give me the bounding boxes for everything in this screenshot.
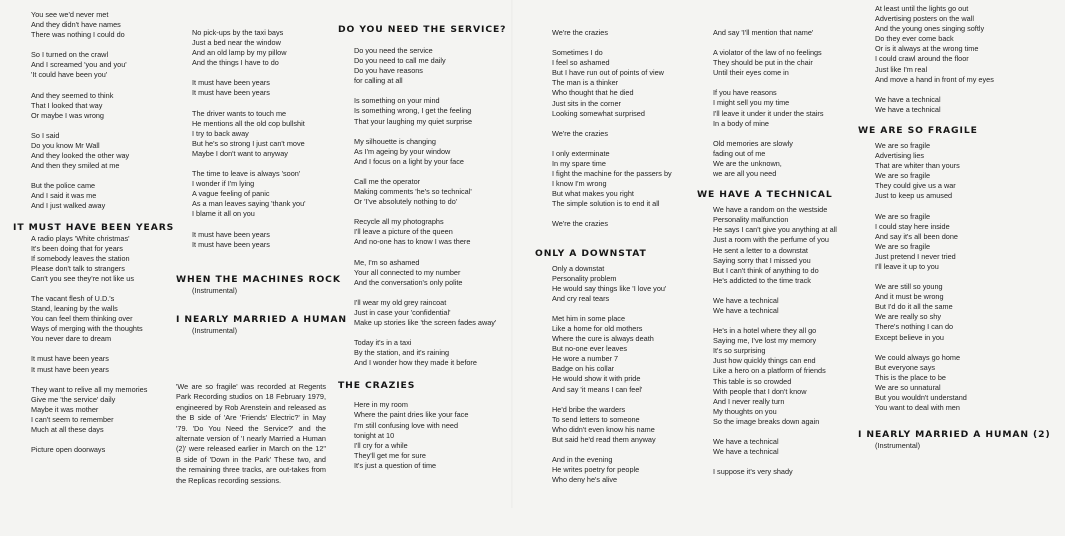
lyric-line: Old memories are slowly bbox=[713, 138, 793, 148]
lyric-line: At least until the lights go out bbox=[875, 4, 969, 13]
lyric-line: But everyone says bbox=[875, 362, 936, 372]
lyric-line: And move a hand in front of my eyes bbox=[875, 74, 994, 84]
lyric-line: Or is it always at the wrong time bbox=[875, 44, 979, 54]
lyric-line: He's addicted to the time track bbox=[713, 275, 811, 285]
verse bbox=[354, 137, 544, 167]
lyric-line: And say 'it means I can feel' bbox=[552, 384, 643, 394]
lyric-line: The simple solution is to end it all bbox=[552, 199, 660, 209]
lyric-line: Please don't talk to strangers bbox=[31, 263, 125, 273]
lyric-line: And it must be wrong bbox=[875, 292, 944, 302]
lyric-line: Your all connected to my number bbox=[354, 267, 461, 277]
verse-gap bbox=[354, 471, 544, 481]
lyric-line: I fight the machine for the passers by bbox=[552, 169, 672, 179]
lyric-line: We are still so young bbox=[875, 282, 943, 292]
lyric-line: Until their eyes come in bbox=[713, 68, 789, 78]
lyric-line: We are so fragile bbox=[875, 241, 931, 251]
lyric-line: I feel so ashamed bbox=[552, 58, 610, 68]
instrumental-note: (Instrumental) bbox=[192, 285, 238, 295]
lyric-line: Do you have reasons bbox=[354, 66, 423, 76]
lyric-line: We're the crazies bbox=[552, 219, 609, 229]
verse bbox=[875, 141, 1065, 202]
lyric-line: Call me the operator bbox=[354, 176, 421, 186]
lyric-line: And then they smiled at me bbox=[31, 161, 120, 171]
lyric-line: It must have been years bbox=[192, 88, 270, 98]
lyric-line: And I wonder how they made it before bbox=[354, 358, 477, 368]
lyric-line: Just sits in the corner bbox=[552, 98, 621, 108]
lyric-line: That are whiter than yours bbox=[875, 161, 960, 171]
song-title: I NEARLY MARRIED A HUMAN (2) bbox=[858, 429, 1051, 441]
song-title: WHEN THE MACHINES ROCK bbox=[176, 273, 341, 285]
lyric-line: We have a random on the westside bbox=[713, 205, 828, 215]
lyric-line: If somebody leaves the station bbox=[31, 253, 130, 263]
verse bbox=[354, 338, 544, 368]
lyric-line: Like a home for old mothers bbox=[552, 323, 643, 333]
lyric-line: Personality malfunction bbox=[713, 215, 789, 225]
lyric-line: Just how quickly things can end bbox=[713, 356, 816, 366]
verse bbox=[875, 95, 1065, 115]
lyric-line: And they didn't have names bbox=[31, 20, 121, 30]
lyric-line: 'It could have been you' bbox=[31, 70, 108, 80]
lyric-line: Just pretend I never tried bbox=[875, 251, 956, 261]
lyric-line: He mentions all the old cop bullshit bbox=[192, 118, 305, 128]
lyric-line: We have a technical bbox=[875, 104, 941, 114]
lyric-line: I'll wear my old grey raincoat bbox=[354, 297, 447, 307]
verse-gap bbox=[875, 115, 1065, 125]
spacer bbox=[354, 392, 544, 400]
verse bbox=[354, 46, 544, 86]
lyric-line: Stand, leaning by the walls bbox=[31, 304, 118, 314]
lyric-line: Ways of merging with the thoughts bbox=[31, 324, 143, 334]
verse bbox=[354, 177, 544, 207]
lyric-line: We are really so shy bbox=[875, 312, 941, 322]
lyric-line: I might sell you my time bbox=[713, 98, 790, 108]
lyric-line: He's in a hotel where they all go bbox=[713, 326, 817, 336]
lyric-line: The man is a thinker bbox=[552, 78, 619, 88]
lyric-line: We are so fragile bbox=[875, 140, 931, 150]
lyric-line: Much at all these days bbox=[31, 425, 104, 434]
verse bbox=[354, 258, 544, 288]
lyric-line: Looking somewhat surprised bbox=[552, 108, 645, 118]
lyric-line: The vacant flesh of U.D.'s bbox=[31, 293, 115, 303]
lyric-line: Here in my room bbox=[354, 400, 408, 410]
lyric-line: I can't seem to remember bbox=[31, 414, 114, 424]
lyric-line: fading out of me bbox=[713, 148, 766, 158]
lyric-line: And cry real tears bbox=[552, 293, 610, 303]
lyric-line: It must have been years bbox=[192, 229, 270, 239]
lyric-line: We have a technical bbox=[713, 437, 779, 446]
verse-gap bbox=[875, 202, 1065, 212]
lyric-line: As a man leaves saying 'thank you' bbox=[192, 199, 306, 209]
verse bbox=[354, 96, 544, 126]
lyric-line: I'll cry for a while bbox=[354, 440, 408, 450]
verse-gap bbox=[875, 343, 1065, 353]
lyric-line: Sometimes I do bbox=[552, 48, 603, 58]
lyric-line: Today it's in a taxi bbox=[354, 338, 412, 348]
verse-gap bbox=[875, 272, 1065, 282]
lyric-line: Where the paint dries like your face bbox=[354, 410, 469, 420]
lyric-line: Do they ever come back bbox=[875, 34, 954, 44]
lyric-line: I know I'm wrong bbox=[552, 179, 607, 189]
lyric-line: You want to deal with men bbox=[875, 403, 960, 413]
lyric-line: tonight at 10 bbox=[354, 430, 395, 440]
lyric-line: Who thought that he died bbox=[552, 88, 634, 98]
lyric-line: Just a bed near the window bbox=[192, 38, 281, 48]
lyric-line: We are so fragile bbox=[875, 171, 931, 181]
lyric-line: Or 'I've absolutely nothing to do' bbox=[354, 197, 458, 207]
lyric-line: I'll leave a picture of the queen bbox=[354, 227, 453, 237]
lyric-line: And I never really turn bbox=[713, 396, 785, 406]
verse-gap bbox=[875, 413, 1065, 423]
lyric-line: But I'd do it all the same bbox=[875, 302, 953, 312]
lyric-line: Who didn't even know his name bbox=[552, 424, 655, 434]
song-title: I NEARLY MARRIED A HUMAN bbox=[176, 313, 347, 325]
lyric-line: And I said it was me bbox=[31, 191, 97, 201]
lyric-line: So I said bbox=[31, 130, 60, 140]
lyric-line: With people that I don't know bbox=[713, 386, 807, 396]
lyric-line: To send letters to someone bbox=[552, 414, 640, 424]
lyric-line: No pick-ups by the taxi bays bbox=[192, 28, 284, 37]
verse-gap bbox=[354, 288, 544, 298]
verse-gap bbox=[875, 451, 1065, 461]
verse-gap bbox=[354, 328, 544, 338]
lyric-line: In a body of mine bbox=[713, 118, 769, 128]
lyrics-column bbox=[858, 0, 1065, 512]
lyric-line: My silhouette is changing bbox=[354, 136, 436, 146]
lyric-line: We have a technical bbox=[713, 305, 779, 315]
lyric-line: So the image breaks down again bbox=[713, 416, 820, 426]
verse bbox=[354, 400, 544, 471]
lyric-line: This is the place to be bbox=[875, 372, 946, 382]
lyric-line: He wore a number 7 bbox=[552, 354, 619, 364]
lyric-line: But said he'd read them anyway bbox=[552, 434, 656, 444]
lyric-line: I suppose it's very shady bbox=[713, 467, 793, 477]
lyric-line: But no-one ever leaves bbox=[552, 344, 628, 354]
song-title: WE HAVE A TECHNICAL bbox=[697, 189, 833, 201]
lyric-line: He would show it with pride bbox=[552, 374, 641, 384]
lyric-line: It must have been years bbox=[192, 78, 270, 88]
lyric-line: Who deny he's alive bbox=[552, 475, 618, 485]
verse-gap bbox=[354, 86, 544, 96]
lyric-line: He says I can't give you anything at all bbox=[713, 225, 837, 235]
lyric-line: He would say things like 'I love you' bbox=[552, 283, 667, 293]
lyric-line: We have a technical bbox=[713, 447, 779, 457]
lyric-line: Met him in some place bbox=[552, 313, 625, 323]
lyric-line: We are the unknown, bbox=[713, 158, 782, 168]
lyric-line: A violator of the law of no feelings bbox=[713, 48, 822, 58]
lyric-line: But you wouldn't understand bbox=[875, 393, 967, 402]
verse-gap bbox=[875, 85, 1065, 95]
lyric-line: They'll get me for sure bbox=[354, 450, 426, 460]
lyric-line: Can't you see they're not like us bbox=[31, 273, 134, 283]
verse-gap bbox=[354, 127, 544, 137]
lyric-line: Maybe I don't want to anyway bbox=[192, 148, 288, 158]
lyric-line: If you have reasons bbox=[713, 88, 777, 98]
lyric-line: The driver wants to touch me bbox=[192, 108, 287, 118]
lyric-line: Give me 'the service' daily bbox=[31, 394, 116, 404]
lyric-line: We could always go home bbox=[875, 352, 961, 362]
lyric-line: Just to keep us amused bbox=[875, 191, 953, 201]
lyric-line: I'm still confusing love with need bbox=[354, 420, 459, 430]
lyric-line: But he's so strong I just can't move bbox=[192, 138, 305, 148]
lyric-line: It's just a question of time bbox=[354, 460, 437, 470]
lyric-line: He writes poetry for people bbox=[552, 465, 640, 475]
lyric-line: Saying sorry that I missed you bbox=[713, 255, 811, 265]
lyric-line: But what makes you right bbox=[552, 189, 634, 199]
lyric-line: My thoughts on you bbox=[713, 406, 777, 416]
lyric-line: Make up stories like 'the screen fades away' bbox=[354, 317, 497, 327]
lyric-line: Advertising posters on the wall bbox=[875, 14, 974, 24]
lyric-line: I only exterminate bbox=[552, 148, 610, 158]
lyric-line: You see we'd never met bbox=[31, 10, 109, 19]
lyric-line: They could give us a war bbox=[875, 181, 956, 191]
lyric-line: Where the cure is always death bbox=[552, 334, 654, 344]
lyric-line: By the station, and it's raining bbox=[354, 348, 450, 358]
song-title: WE ARE SO FRAGILE bbox=[858, 124, 978, 136]
lyric-line: we are all you need bbox=[713, 169, 777, 179]
lyric-line: This table is so crowded bbox=[713, 376, 792, 386]
lyric-line: Is something wrong, I get the feeling bbox=[354, 106, 472, 116]
song-title: ONLY A DOWNSTAT bbox=[535, 247, 647, 259]
lyric-line: We are so unnatural bbox=[875, 382, 941, 392]
lyric-line: We're the crazies bbox=[552, 28, 609, 37]
lyric-line: I wonder if I'm lying bbox=[192, 179, 255, 189]
lyric-line: We have a technical bbox=[875, 94, 941, 104]
lyric-line: But I can't think of anything to do bbox=[713, 265, 819, 275]
lyrics-column bbox=[338, 0, 544, 532]
lyric-line: Making comments 'he's so technical' bbox=[354, 187, 472, 197]
lyric-line: He'd bribe the warders bbox=[552, 404, 626, 414]
lyric-line: Or maybe I was wrong bbox=[31, 110, 104, 120]
lyric-line: We have a technical bbox=[713, 295, 779, 305]
lyric-line: And no-one has to know I was there bbox=[354, 237, 471, 247]
lyric-line: I'll leave it up to you bbox=[875, 261, 939, 271]
lyric-line: And say 'I'll mention that name' bbox=[713, 28, 814, 37]
lyric-line: So I turned on the crawl bbox=[31, 50, 109, 60]
lyric-line: Picture open doorways bbox=[31, 445, 106, 455]
verse-gap bbox=[354, 248, 544, 258]
verse-gap bbox=[354, 207, 544, 217]
lyric-line: Do you need to call me daily bbox=[354, 56, 446, 66]
lyric-line: And I focus on a light by your face bbox=[354, 156, 464, 166]
lyric-line: Is something on your mind bbox=[354, 96, 440, 106]
verse bbox=[875, 353, 1065, 414]
lyric-line: I could stay here inside bbox=[875, 221, 950, 231]
lyric-line: I try to back away bbox=[192, 128, 249, 138]
recording-notes: 'We are so fragile' was recorded at Regents Park Recording studios on 18 February 1979, engineered by Rob Arenstein and released as the B side of 'Are 'Friends' Electric?' in May '79. 'Do You Need the Service?' and the alternate version of 'I nearly Married a Human (2)' were released earlier in March on the 12" B side of 'Down in the Park' These two, and the remaining three tracks, are out-takes from the Replicas recording sessions. bbox=[176, 381, 326, 485]
lyric-line: It's been doing that for years bbox=[31, 243, 123, 253]
lyric-line: And an old lamp by my pillow bbox=[192, 48, 287, 58]
lyric-line: You can feel them thinking over bbox=[31, 314, 133, 324]
lyric-line: It must have been years bbox=[31, 354, 109, 364]
lyric-line: Badge on his collar bbox=[552, 364, 615, 374]
lyric-line: It's so surprising bbox=[713, 346, 766, 356]
verse bbox=[875, 212, 1065, 273]
lyric-line: Just like I'm real bbox=[875, 64, 928, 74]
lyric-line: They want to relive all my memories bbox=[31, 384, 148, 394]
instrumental-note: (Instrumental) bbox=[875, 441, 921, 451]
lyric-line: And the things I have to do bbox=[192, 58, 279, 68]
lyric-line: It must have been years bbox=[31, 364, 109, 374]
lyric-line: There's nothing I can do bbox=[875, 322, 954, 332]
lyric-line: And they seemed to think bbox=[31, 90, 114, 100]
lyric-line: He sent a letter to a downstat bbox=[713, 245, 808, 255]
lyric-line: Recycle all my photographs bbox=[354, 217, 444, 227]
lyric-line: Only a downstat bbox=[552, 263, 605, 273]
lyric-line: As I'm ageing by your window bbox=[354, 146, 451, 156]
lyric-line: Saying me, I've lost my memory bbox=[713, 336, 817, 346]
lyric-line: for calling at all bbox=[354, 76, 403, 86]
song-title: THE CRAZIES bbox=[338, 380, 416, 392]
instrumental-note: (Instrumental) bbox=[192, 325, 238, 335]
lyric-line: And they looked the other way bbox=[31, 151, 130, 161]
lyric-line: And I just walked away bbox=[31, 201, 106, 211]
verse-gap bbox=[354, 167, 544, 177]
lyric-line: Me, I'm so ashamed bbox=[354, 257, 420, 267]
lyric-line: And say it's all been done bbox=[875, 231, 958, 241]
lyric-line: A vague feeling of panic bbox=[192, 189, 270, 199]
spacer bbox=[354, 36, 544, 46]
lyric-line: You never dare to dream bbox=[31, 334, 112, 344]
verse-gap bbox=[354, 368, 544, 378]
lyric-line: Advertising lies bbox=[875, 151, 925, 161]
song-title: DO YOU NEED THE SERVICE? bbox=[338, 24, 507, 35]
verse bbox=[875, 4, 1065, 85]
song-title: IT MUST HAVE BEEN YEARS bbox=[13, 221, 175, 233]
lyric-line: That I looked that way bbox=[31, 100, 103, 110]
lyric-line: We are so fragile bbox=[875, 211, 931, 221]
lyric-line: Do you know Mr Wall bbox=[31, 140, 100, 150]
lyric-line: Maybe it was mother bbox=[31, 404, 99, 414]
lyric-line: They should be put in the chair bbox=[713, 58, 813, 68]
lyric-line: And the young ones singing softly bbox=[875, 24, 985, 34]
lyric-line: And the conversation's only polite bbox=[354, 277, 463, 287]
lyric-line: But I have run out of points of view bbox=[552, 68, 664, 78]
verse bbox=[354, 298, 544, 328]
lyric-line: The time to leave is always 'soon' bbox=[192, 169, 301, 179]
lyric-line: I'll leave it under it under the stairs bbox=[713, 108, 824, 118]
lyric-line: And in the evening bbox=[552, 455, 613, 464]
lyric-line: Except believe in you bbox=[875, 332, 944, 342]
verse bbox=[875, 282, 1065, 343]
lyric-line: Just a room with the perfume of you bbox=[713, 235, 829, 245]
lyric-line: And I screamed 'you and you' bbox=[31, 60, 127, 70]
verse bbox=[354, 217, 544, 247]
lyric-line: That your laughing my quiet surprise bbox=[354, 116, 473, 126]
lyric-line: Just in case your 'confidential' bbox=[354, 307, 451, 317]
lyric-line: I could crawl around the floor bbox=[875, 54, 969, 64]
lyric-line: There was nothing I could do bbox=[31, 30, 125, 40]
lyric-line: I blame it all on you bbox=[192, 209, 255, 219]
lyric-line: A radio plays 'White christmas' bbox=[31, 233, 130, 243]
lyric-line: In my spare time bbox=[552, 158, 606, 168]
lyric-line: It must have been years bbox=[192, 239, 270, 249]
lyric-line: Do you need the service bbox=[354, 46, 433, 55]
lyric-line: Personality problem bbox=[552, 273, 617, 283]
lyric-line: But the police came bbox=[31, 181, 96, 191]
lyric-line: Like a hero on a platform of friends bbox=[713, 366, 826, 376]
lyric-line: We're the crazies bbox=[552, 128, 609, 138]
